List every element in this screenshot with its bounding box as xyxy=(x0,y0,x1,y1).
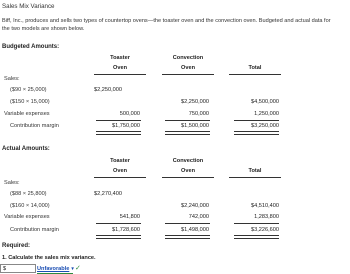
actual-subtotal-rule-total xyxy=(234,223,279,224)
actual-sales-label: Sales: xyxy=(4,180,20,186)
actual-total-cm: $3,226,600 xyxy=(251,227,279,233)
actual-col-toaster-line2: Oven xyxy=(113,168,127,174)
budgeted-total-double-rule-total xyxy=(234,131,279,135)
actual-cm-label: Contribution margin xyxy=(10,227,59,233)
actual-col-total: Total xyxy=(248,168,262,174)
budgeted-total-variable: 1,250,000 xyxy=(254,111,279,117)
actual-col-convection-line1: Convection xyxy=(172,158,204,164)
budgeted-row1-label: ($90 × 25,000) xyxy=(10,87,47,93)
budgeted-header-rule-total xyxy=(229,74,281,75)
actual-convection-cm: $1,498,000 xyxy=(181,227,209,233)
variance-type-select[interactable] xyxy=(37,264,75,273)
required-label: Required: xyxy=(2,243,31,249)
actual-convection-variable: 742,000 xyxy=(188,214,209,220)
actual-col-convection-line2: Oven xyxy=(181,168,195,174)
budgeted-variable-label: Variable expenses xyxy=(4,111,50,117)
intro-paragraph: Biff, Inc., produces and sells two types of countertop ovens—the toaster oven and the convection oven. Budgeted and actual data for the two models are shown below. xyxy=(2,18,331,33)
budgeted-cm-label: Contribution margin xyxy=(10,123,59,129)
actual-subtotal-rule-convection xyxy=(165,223,210,224)
budgeted-col-toaster-line1: Toaster xyxy=(110,55,130,61)
budgeted-col-convection-line1: Convection xyxy=(172,55,204,61)
actual-toaster-variable: 541,800 xyxy=(119,214,140,220)
check-icon: ✓ xyxy=(75,265,81,272)
actual-total-double-rule-toaster xyxy=(96,235,141,239)
budgeted-convection-variable: 750,000 xyxy=(188,111,209,117)
actual-row2-label: ($160 × 14,000) xyxy=(10,203,50,209)
budgeted-subtotal-rule-convection xyxy=(165,120,210,121)
actual-subtotal-rule-toaster xyxy=(96,223,141,224)
actual-total-variable: 1,283,800 xyxy=(254,214,279,220)
actual-header-rule-convection xyxy=(162,177,214,178)
actual-row1-label: ($88 × 25,800) xyxy=(10,191,47,197)
actual-convection-sales: $2,240,000 xyxy=(181,203,209,209)
budgeted-total-sales: $4,500,000 xyxy=(251,99,279,105)
required-question: 1. Calculate the sales mix variance. xyxy=(2,255,96,261)
page-title: Sales Mix Variance xyxy=(2,3,55,10)
actual-header-rule-toaster xyxy=(94,177,146,178)
sales-mix-variance-input[interactable] xyxy=(0,264,36,273)
budgeted-header-rule-toaster xyxy=(94,74,146,75)
actual-section-label: Actual Amounts: xyxy=(2,146,50,152)
actual-total-double-rule-convection xyxy=(165,235,210,239)
budgeted-header-rule-convection xyxy=(162,74,214,75)
budgeted-col-toaster-line2: Oven xyxy=(113,65,127,71)
budgeted-section-label: Budgeted Amounts: xyxy=(2,44,60,50)
variance-type-value: Unfavorable xyxy=(37,266,70,272)
budgeted-toaster-sales: $2,250,000 xyxy=(94,87,122,93)
budgeted-subtotal-rule-total xyxy=(234,120,279,121)
actual-col-toaster-line1: Toaster xyxy=(110,158,130,164)
budgeted-row2-label: ($150 × 15,000) xyxy=(10,99,50,105)
budgeted-col-total: Total xyxy=(248,65,262,71)
budgeted-convection-cm: $1,500,000 xyxy=(181,123,209,129)
budgeted-total-double-rule-convection xyxy=(165,131,210,135)
budgeted-total-cm: $3,250,000 xyxy=(251,123,279,129)
budgeted-total-double-rule-toaster xyxy=(96,131,141,135)
actual-header-rule-total xyxy=(229,177,281,178)
budgeted-toaster-variable: 500,000 xyxy=(119,111,140,117)
actual-total-sales: $4,510,400 xyxy=(251,203,279,209)
budgeted-subtotal-rule-toaster xyxy=(96,120,141,121)
actual-variable-label: Variable expenses xyxy=(4,214,50,220)
budgeted-convection-sales: $2,250,000 xyxy=(181,99,209,105)
budgeted-sales-label: Sales: xyxy=(4,76,20,82)
budgeted-toaster-cm: $1,750,000 xyxy=(112,123,140,129)
actual-toaster-sales: $2,270,400 xyxy=(94,191,122,197)
actual-toaster-cm: $1,728,600 xyxy=(112,227,140,233)
budgeted-col-convection-line2: Oven xyxy=(181,65,195,71)
currency-prefix: $ xyxy=(3,266,7,272)
chevron-down-icon: ▼ xyxy=(70,266,75,271)
actual-total-double-rule-total xyxy=(234,235,279,239)
